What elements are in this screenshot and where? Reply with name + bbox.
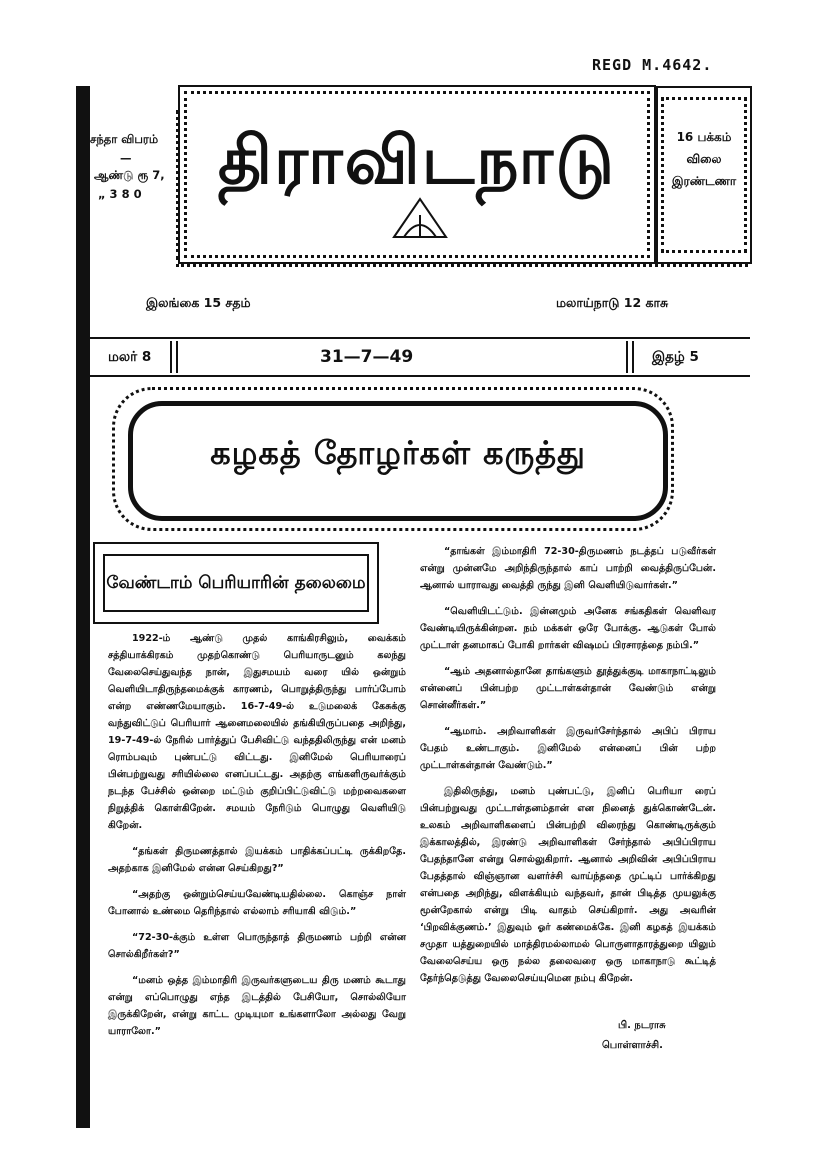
right-article-column: [420, 543, 716, 996]
info-divider: [632, 341, 634, 373]
masthead-bottom-rule: [176, 264, 748, 267]
left-article-column: [108, 630, 406, 1049]
malaya-price: மலாய்நாடு 12 காசு: [556, 295, 669, 310]
article-title: வேண்டாம் பெரியாரின் தலைமை: [103, 554, 369, 612]
author-name: பி. நடராசு: [618, 1020, 666, 1031]
issue-info-bar: [90, 337, 750, 377]
article-paragraph: “தங்கள் திருமணத்தால் இயக்கம் பாதிக்கப்பட்டி ருக்கிறதே. அதற்காக இனிமேல் என்ன செய்கிறது?”: [108, 846, 406, 874]
subscription-line: „ 3 8 0: [98, 187, 142, 201]
article-paragraph: 1922-ம் ஆண்டு முதல் காங்கிரசிலும், வைக்கம் சத்தியாக்கிரகம் முதற்கொண்டு பெரியாருடனும் கலந்து வேலைசெய்துவந்த நான், இதுசமயம் வரை யில் ஒன்றும் வெளியிடாதிருந்தமைக்குக் காரணம், பொறுத்திருந்து பார்ப்போம் என்ற எண்ணமேயாகும். 16-7-49-ல் உடுமலைக் கேசுக்கு வந்துவிட்டுப் பெரியார் ஆனைமலையில் தங்கியிருப்பதை அறிந்து, 19-7-49-ல் நேரில் பார்த்துப் பேசிவிட்டு வந்ததிலிருந்து என் மனம் ரொம்பவும் புண்பட்டு விட்டது. இனிமேல் பெரியாரைப் பின்பற்றுவது சரியில்லை எனப்பட்டது. அதற்கு எங்களிருவர்க்கும் நடந்த பேச்சில் ஒன்றை மட்டும் குறிப்பிட்டுவிட்டு மற்றவைகளை நிறுத்திக் கொள்கிறேன். சமயம் நேரிடும் பொழுது வெளியிடு கிறேன்.: [108, 633, 406, 831]
info-divider: [170, 341, 172, 373]
main-headline: கழகத் தோழர்கள் கருத்து: [210, 434, 586, 472]
article-paragraph: “தாங்கள் இம்மாதிரி 72-30-திருமணம் நடத்தப் படுவீர்கள் என்று முன்னமே அறிந்திருந்தால் காப் பாற்றி வைத்திருப்பேன். ஆனால் யாராவது வைத்தி ருந்து இனி வெளியிடுவார்கள்.”: [420, 546, 716, 591]
price-value: இரண்டணா: [671, 174, 737, 188]
article-paragraph: “ஆம் அதனால்தானே தாங்களும் தூத்துக்குடி மாகாநாட்டிலும் என்னைப் பின்பற்ற முட்டாள்கள்தான் வேண்டும் என்று சொன்னீர்கள்.”: [420, 666, 716, 711]
article-paragraph: “72-30-க்கும் உள்ள பொருந்தாத் திருமணம் பற்றி என்ன சொல்கிறீர்கள்?”: [108, 932, 406, 960]
article-paragraph: “அதற்கு ஒன்றும்செய்யவேண்டியதில்லை. கொஞ்ச நாள் போனால் உண்மை தெரிந்தால் எல்லாம் சரியாகி விடும்.”: [108, 889, 406, 917]
page-spine-bar: [76, 86, 90, 1128]
newspaper-title: திராவிடநாடு: [217, 121, 616, 199]
masthead-box: [178, 85, 656, 264]
info-divider: [176, 341, 178, 373]
subscription-line: ஆண்டு ரூ 7,: [94, 168, 165, 182]
page-count: 16 பக்கம்: [676, 130, 732, 144]
page-price-box: [656, 86, 752, 264]
article-paragraph: “வெளியிடட்டும். இன்னமும் அனேக சங்கதிகள் வெளிவர வேண்டியிருக்கின்றன. நம் மக்கள் ஒரே போக்கு. ஆடுகள் போல் முட்டாள் தனமாகப் போகி றார்கள் விஷமப் பிரசாரத்தை நம்பி.”: [420, 606, 716, 651]
sunrise-emblem-icon: [390, 191, 450, 241]
article-paragraph: “மனம் ஒத்த இம்மாதிரி இருவர்களுடைய திரு மணம் கூடாது என்று எப்பொழுது எந்த இடத்தில் பேசியோ, சொல்லியோ இருக்கிறேன், என்று காட்ட முடியுமா உங்களாலோ அல்லது வேறு யாராலோ.”: [108, 975, 406, 1037]
issue-date: 31—7—49: [320, 347, 414, 367]
issue-number: இதழ் 5: [652, 349, 699, 365]
volume-number: மலர் 8: [108, 349, 152, 365]
price-label: விலை: [686, 152, 722, 166]
registration-number: REGD M.4642.: [592, 56, 713, 74]
subscription-box: [90, 110, 179, 260]
ceylon-price: இலங்கை 15 சதம்: [146, 295, 251, 310]
subscription-line: சந்தா விபரம்: [90, 132, 159, 146]
info-divider: [626, 341, 628, 373]
article-paragraph: “ஆமாம். அறிவாளிகள் இருவர்சேர்ந்தால் அபிப் பிராய பேதம் உண்டாகும். இனிமேல் என்னைப் பின் பற்ற முட்டாள்கள்தான் வேண்டும்.”: [420, 726, 716, 771]
article-paragraph: இதிலிருந்து, மனம் புண்பட்டு, இனிப் பெரியா ரைப் பின்பற்றுவது முட்டாள்தனம்தான் என நினைத் துக்கொண்டேன். உலகம் அறிவாளிகளைப் பின்பற்றி விரைந்து கொண்டிருக்கும் இக்காலத்தில், இரண்டு அறிவாளிகள் சேர்ந்தால் அபிப்பிராய பேதந்தானே என்று சொல்லுகிறார். ஆனால் அறிவின் அபிப்பிராய பேதத்தால் விஞ்ஞான வளர்ச்சி வாய்ந்ததை முட்டிப் பார்க்கிறது என்பதை அறிந்து, விளக்கியும் வந்தவர், தான் பிடித்த முயலுக்கு மூன்றேகால் என்று பிடி வாதம் செய்கிறார். அது அவரின் ‘பிறவிக்குணம்.’ இதுவும் ஓர் கண்மைக்கே. இனி கழகத் இயக்கம் சமுதா யத்துறையில் மாத்திரமல்லாமல் பொருளாதாரத்துறை யிலும் வேலைசெய்ய ஒரு நல்ல தலைவரை ஒரு மாகாநாடு கூட்டித் தேர்ந்தெடுத்து வேலைசெய்யுமென நம்பு கிறேன்.: [420, 786, 716, 984]
article-title-box: [93, 542, 379, 624]
author-place: பொள்ளாச்சி.: [602, 1040, 663, 1051]
subscription-line: —: [120, 151, 132, 165]
